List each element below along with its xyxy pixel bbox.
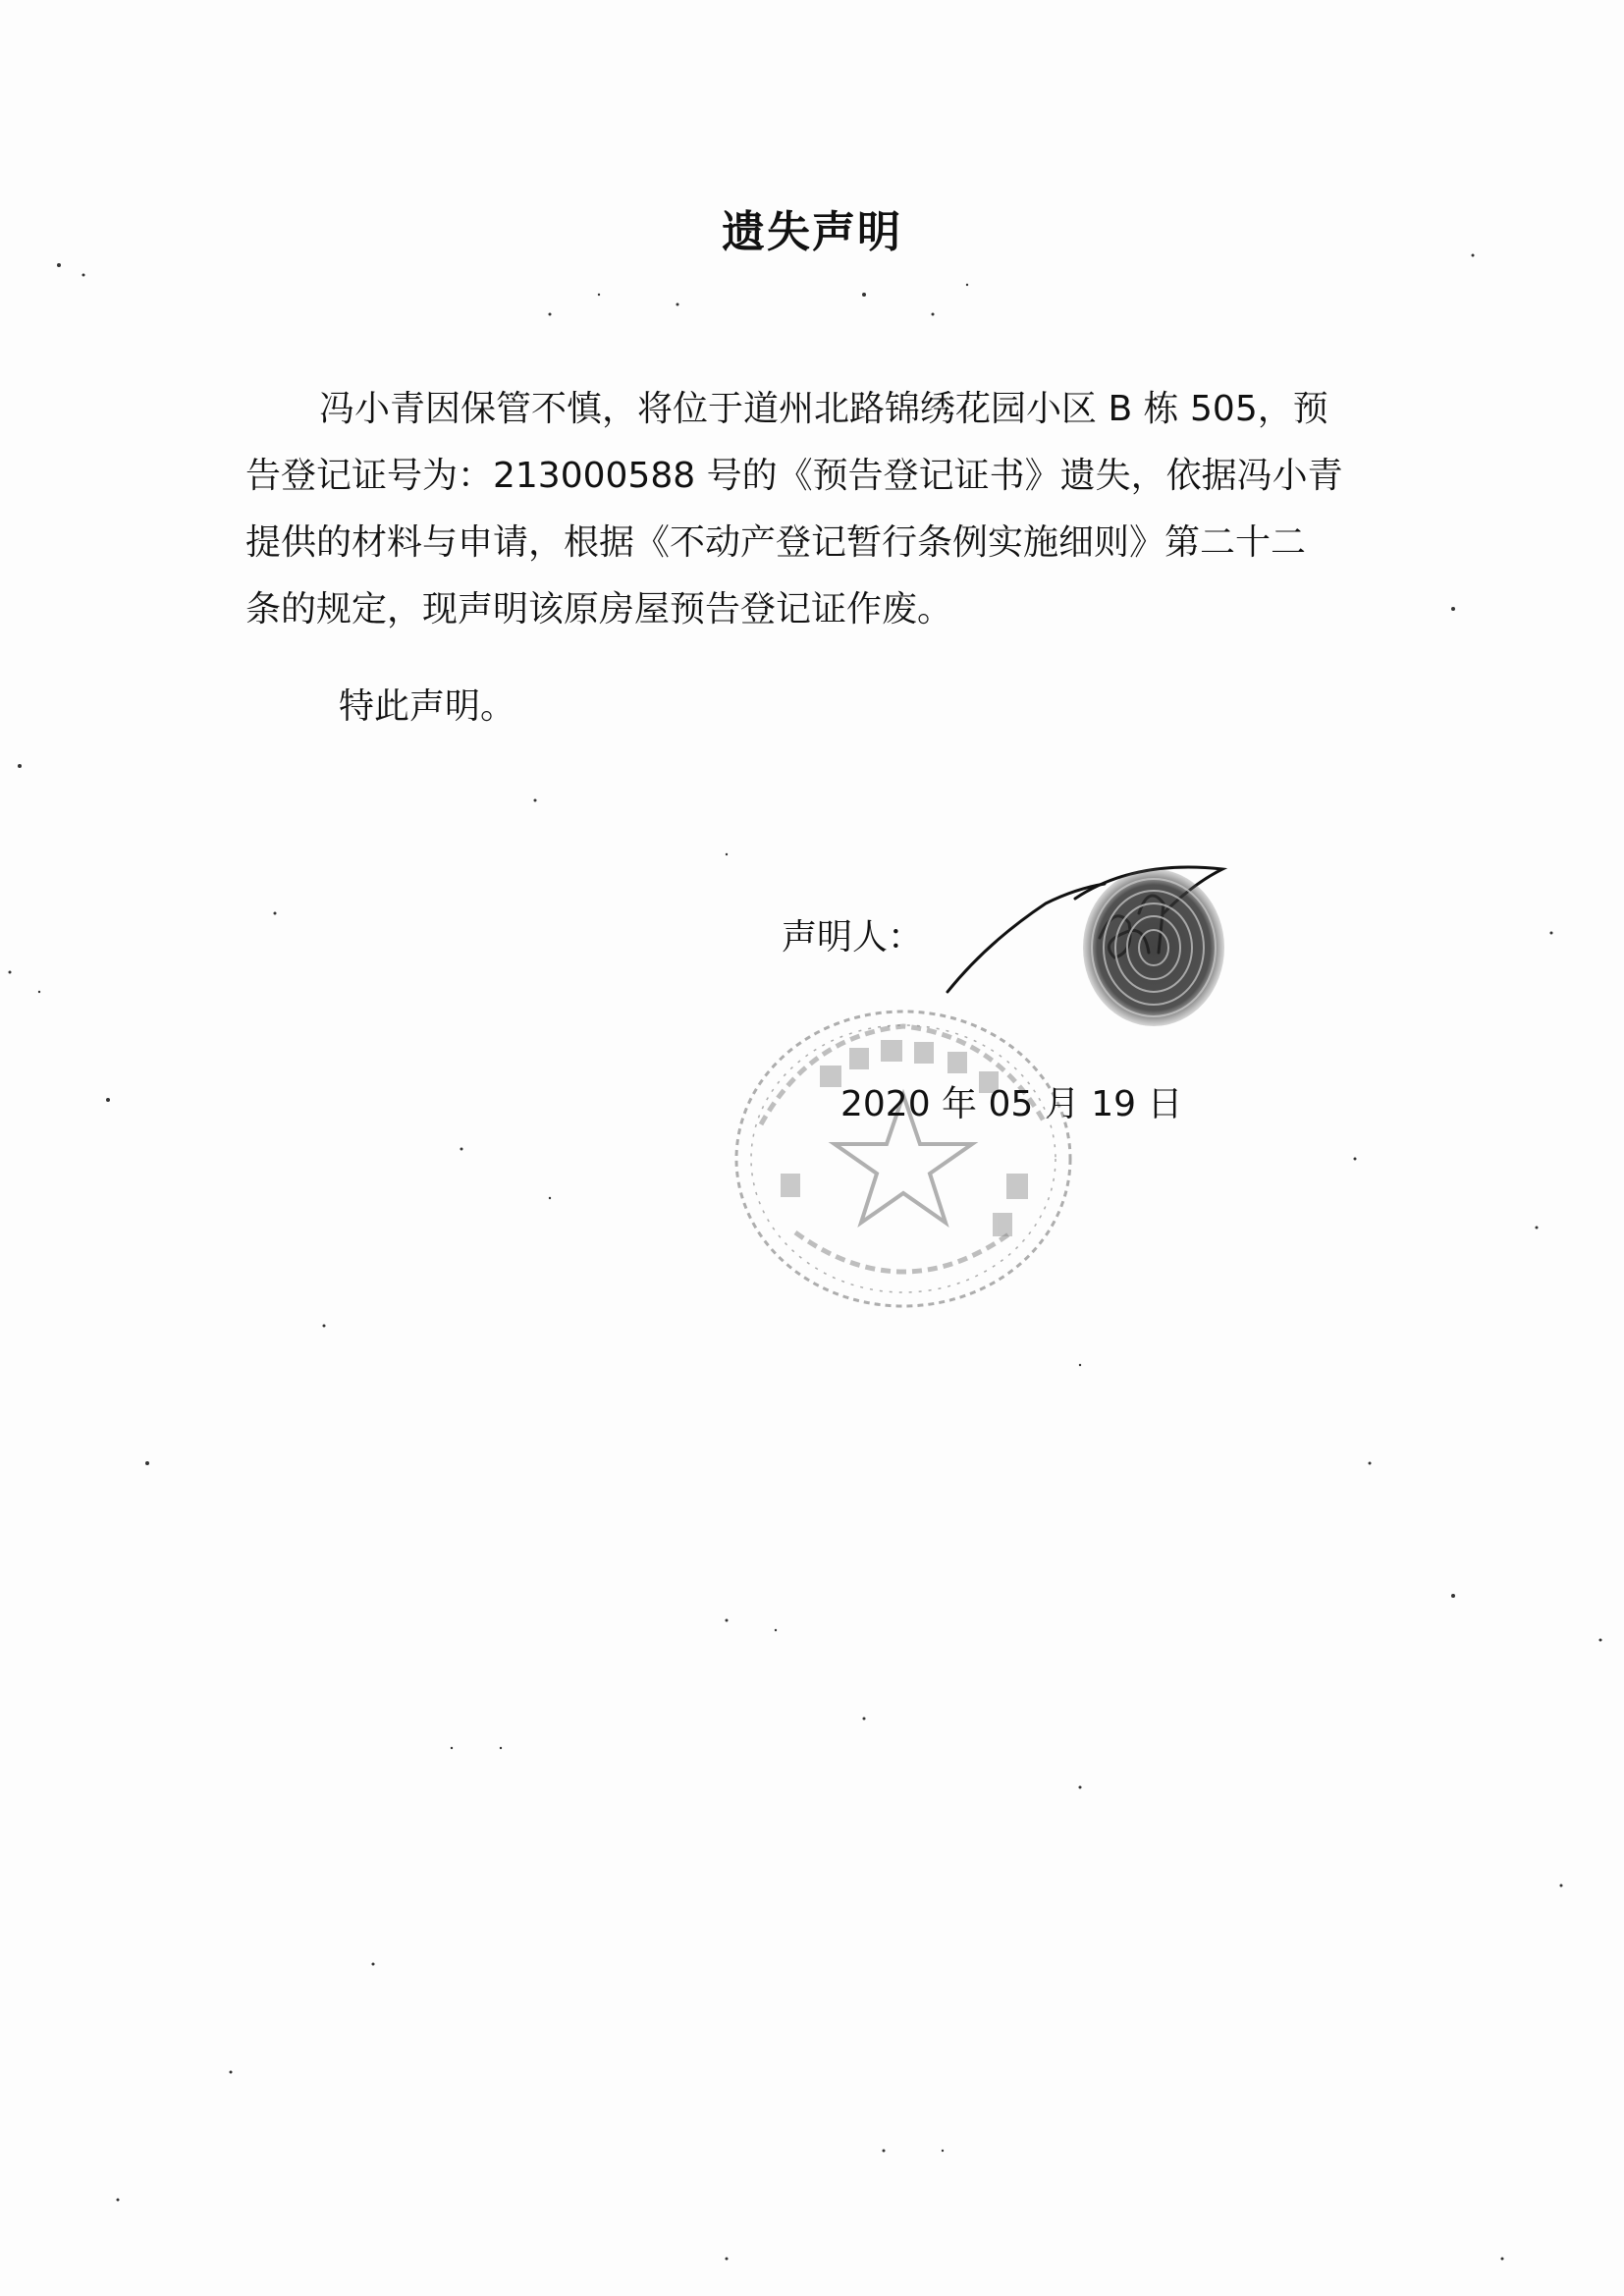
body-line-2: 告登记证号为：213000588 号的《预告登记证书》遗失，依据冯小青 [245, 456, 1343, 496]
declarant-label: 声明人： [782, 917, 924, 957]
declaration-date: 2020 年 05 月 19 日 [840, 1084, 1183, 1124]
fingerprint-icon [1065, 854, 1242, 1031]
body-line-1: 冯小青因保管不慎，将位于道州北路锦绣花园小区 B 栋 505，预 [319, 389, 1328, 429]
page-title: 遗失声明 [722, 207, 902, 257]
body-line-4: 条的规定，现声明该原房屋预告登记证作废。 [245, 589, 953, 629]
closing-text: 特此声明。 [339, 686, 516, 727]
body-line-3: 提供的材料与申请，根据《不动产登记暂行条例实施细则》第二十二 [245, 522, 1307, 563]
